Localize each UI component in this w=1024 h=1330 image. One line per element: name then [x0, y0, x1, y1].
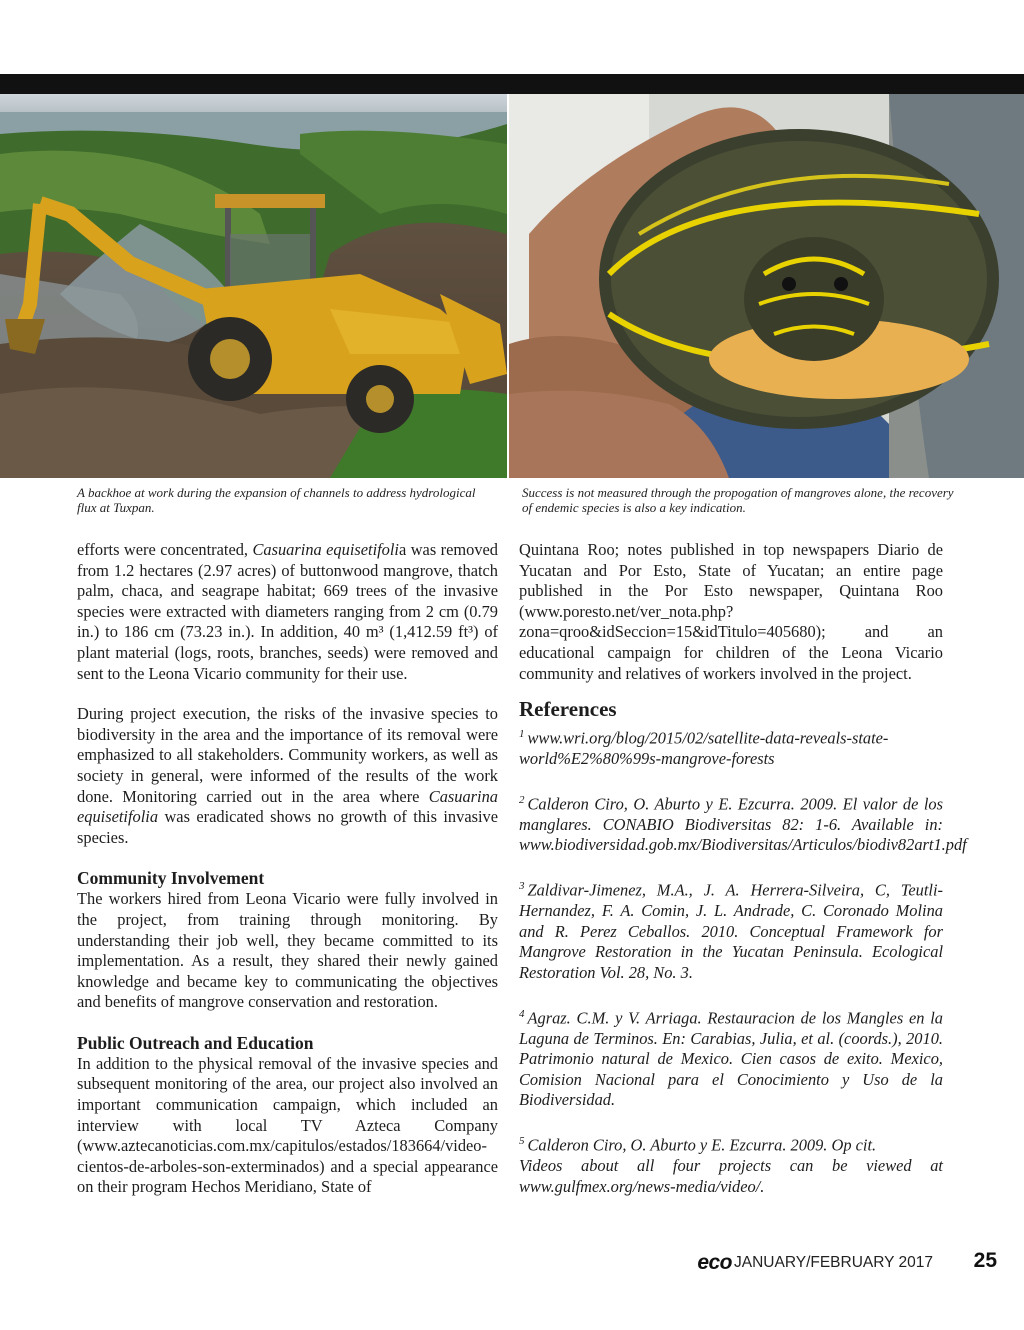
heading-references: References [519, 697, 617, 722]
reference-item: $^2$ Calderon Ciro, O. Aburto y E. Ezcurra. 2009. El valor de los manglares. CONABIO Biodiversitas 82: 1-6. Available in: www.biodiversidad.gob.mx/Biodiversitas/Articulos/biodiv82art1.pdf [519, 793, 967, 855]
reference-item: $^5$ Calderon Ciro, O. Aburto y E. Ezcurra. 2009. Op cit. [519, 1134, 877, 1155]
left-column [77, 540, 498, 1198]
paragraph-community: The workers hired from Leona Vicario were fully involved in the project, from training through monitoring. By understanding their job well, they became committed to its implementation. As a result, they shared their newly gained knowledge and became key to communicating the objectives and benefits of mangrove conservation and restoration. [77, 889, 498, 1012]
species-name: Casuarina equisetifoli [252, 540, 399, 559]
heading-public-outreach: Public Outreach and Education [77, 1032, 314, 1053]
caption-backhoe: A backhoe at work during the expansion of channels to address hydrological flux at Tuxpan. [77, 485, 476, 515]
turtle-photo [509, 94, 1024, 478]
issue-date: JANUARY/FEBRUARY 2017 [734, 1254, 934, 1271]
paragraph-outreach: In addition to the physical removal of the invasive species and subsequent monitoring of the area, our project also involved an important communication campaign, which included an interview with local TV Azteca Company (www.aztecanoticias.com.mx/capitulos/estados/183664/video-cientos-de-arboles-son-exterminados) and a special appearance on their program Hechos Meridiano, State of [77, 1053, 498, 1197]
reference-item: $^3$ Zaldivar-Jimenez, M.A., J. A. Herrera-Silveira, C, Teutli-Hernandez, F. A. Comin, J. L. Andrade, C. Coronado Molina and R. Perez Ceballos. 2010. Conceptual Framework for Mangrove Restoration in the Yucatan Peninsula. Ecological Restoration Vol. 28, No. 3. [519, 880, 943, 982]
reference-item: $^1$ www.wri.org/blog/2015/02/satellite-data-reveals-state-world%E2%80%99s-mangrove-forests [519, 728, 889, 769]
heading-community-involvement: Community Involvement [77, 868, 265, 889]
caption-turtle: Success is not measured through the propogation of mangroves alone, the recovery of endemic species is also a key indication. [522, 485, 954, 515]
species-name: Casuarina equisetifolia [77, 786, 498, 827]
magazine-logo: eco [697, 1251, 732, 1274]
page-footer [0, 1249, 1024, 1279]
paragraph-outreach-continued: Quintana Roo; notes published in top newspapers Diario de Yucatan and Por Esto, State of Yucatan; an entire page published in the Por Esto newspaper, Quintana Roo (www.poresto.net/ver_nota.php?zona=qroo&idSeccion=15&idTitulo=405680); and an educational campaign for children of the Leona Vicario community and relatives of workers involved in the project. [519, 540, 943, 683]
backhoe-photo [0, 94, 507, 478]
reference-item: $^4$ Agraz. C.M. y V. Arriaga. Restauracion de los Mangles en la Laguna de Terminos. En: Carabias, Julia, et al. (coords.), 2010. Patrimonio natural de Mexico. Cien casos de exito. Mexico, Comision Nacional para el Conocimiento y Uso de la Biodiversidad. [519, 1007, 943, 1110]
page-number: 25 [973, 1249, 997, 1272]
paragraph-execution: During project execution, the risks of the invasive species to biodiversity in the area and the importance of its removal were emphasized to all stakeholders. Community workers, as well as society in general, were informed of the results of the work done. Monitoring carried out in the area where Casuarina equisetifolia was eradicated shows no growth of this invasive species. [77, 704, 498, 847]
videos-note: Videos about all four projects can be viewed at www.gulfmex.org/news-media/video/. [519, 1156, 943, 1196]
right-column [519, 540, 967, 1197]
paragraph-eradication: efforts were concentrated, Casuarina equisetifolia was removed from 1.2 hectares (2.97 acres) of buttonwood mangrove, thatch palm, chaca, and seagrape habitat; 669 trees of the invasive species were extracted with diameters ranging from 2 cm (0.79 in.) to 186 cm (73.23 in.). In addition, 40 m³ (1,412.59 ft³) of plant material (logs, roots, branches, seeds) were removed and sent to the Leona Vicario community for their use. [77, 540, 498, 683]
top-bar [0, 74, 1024, 94]
